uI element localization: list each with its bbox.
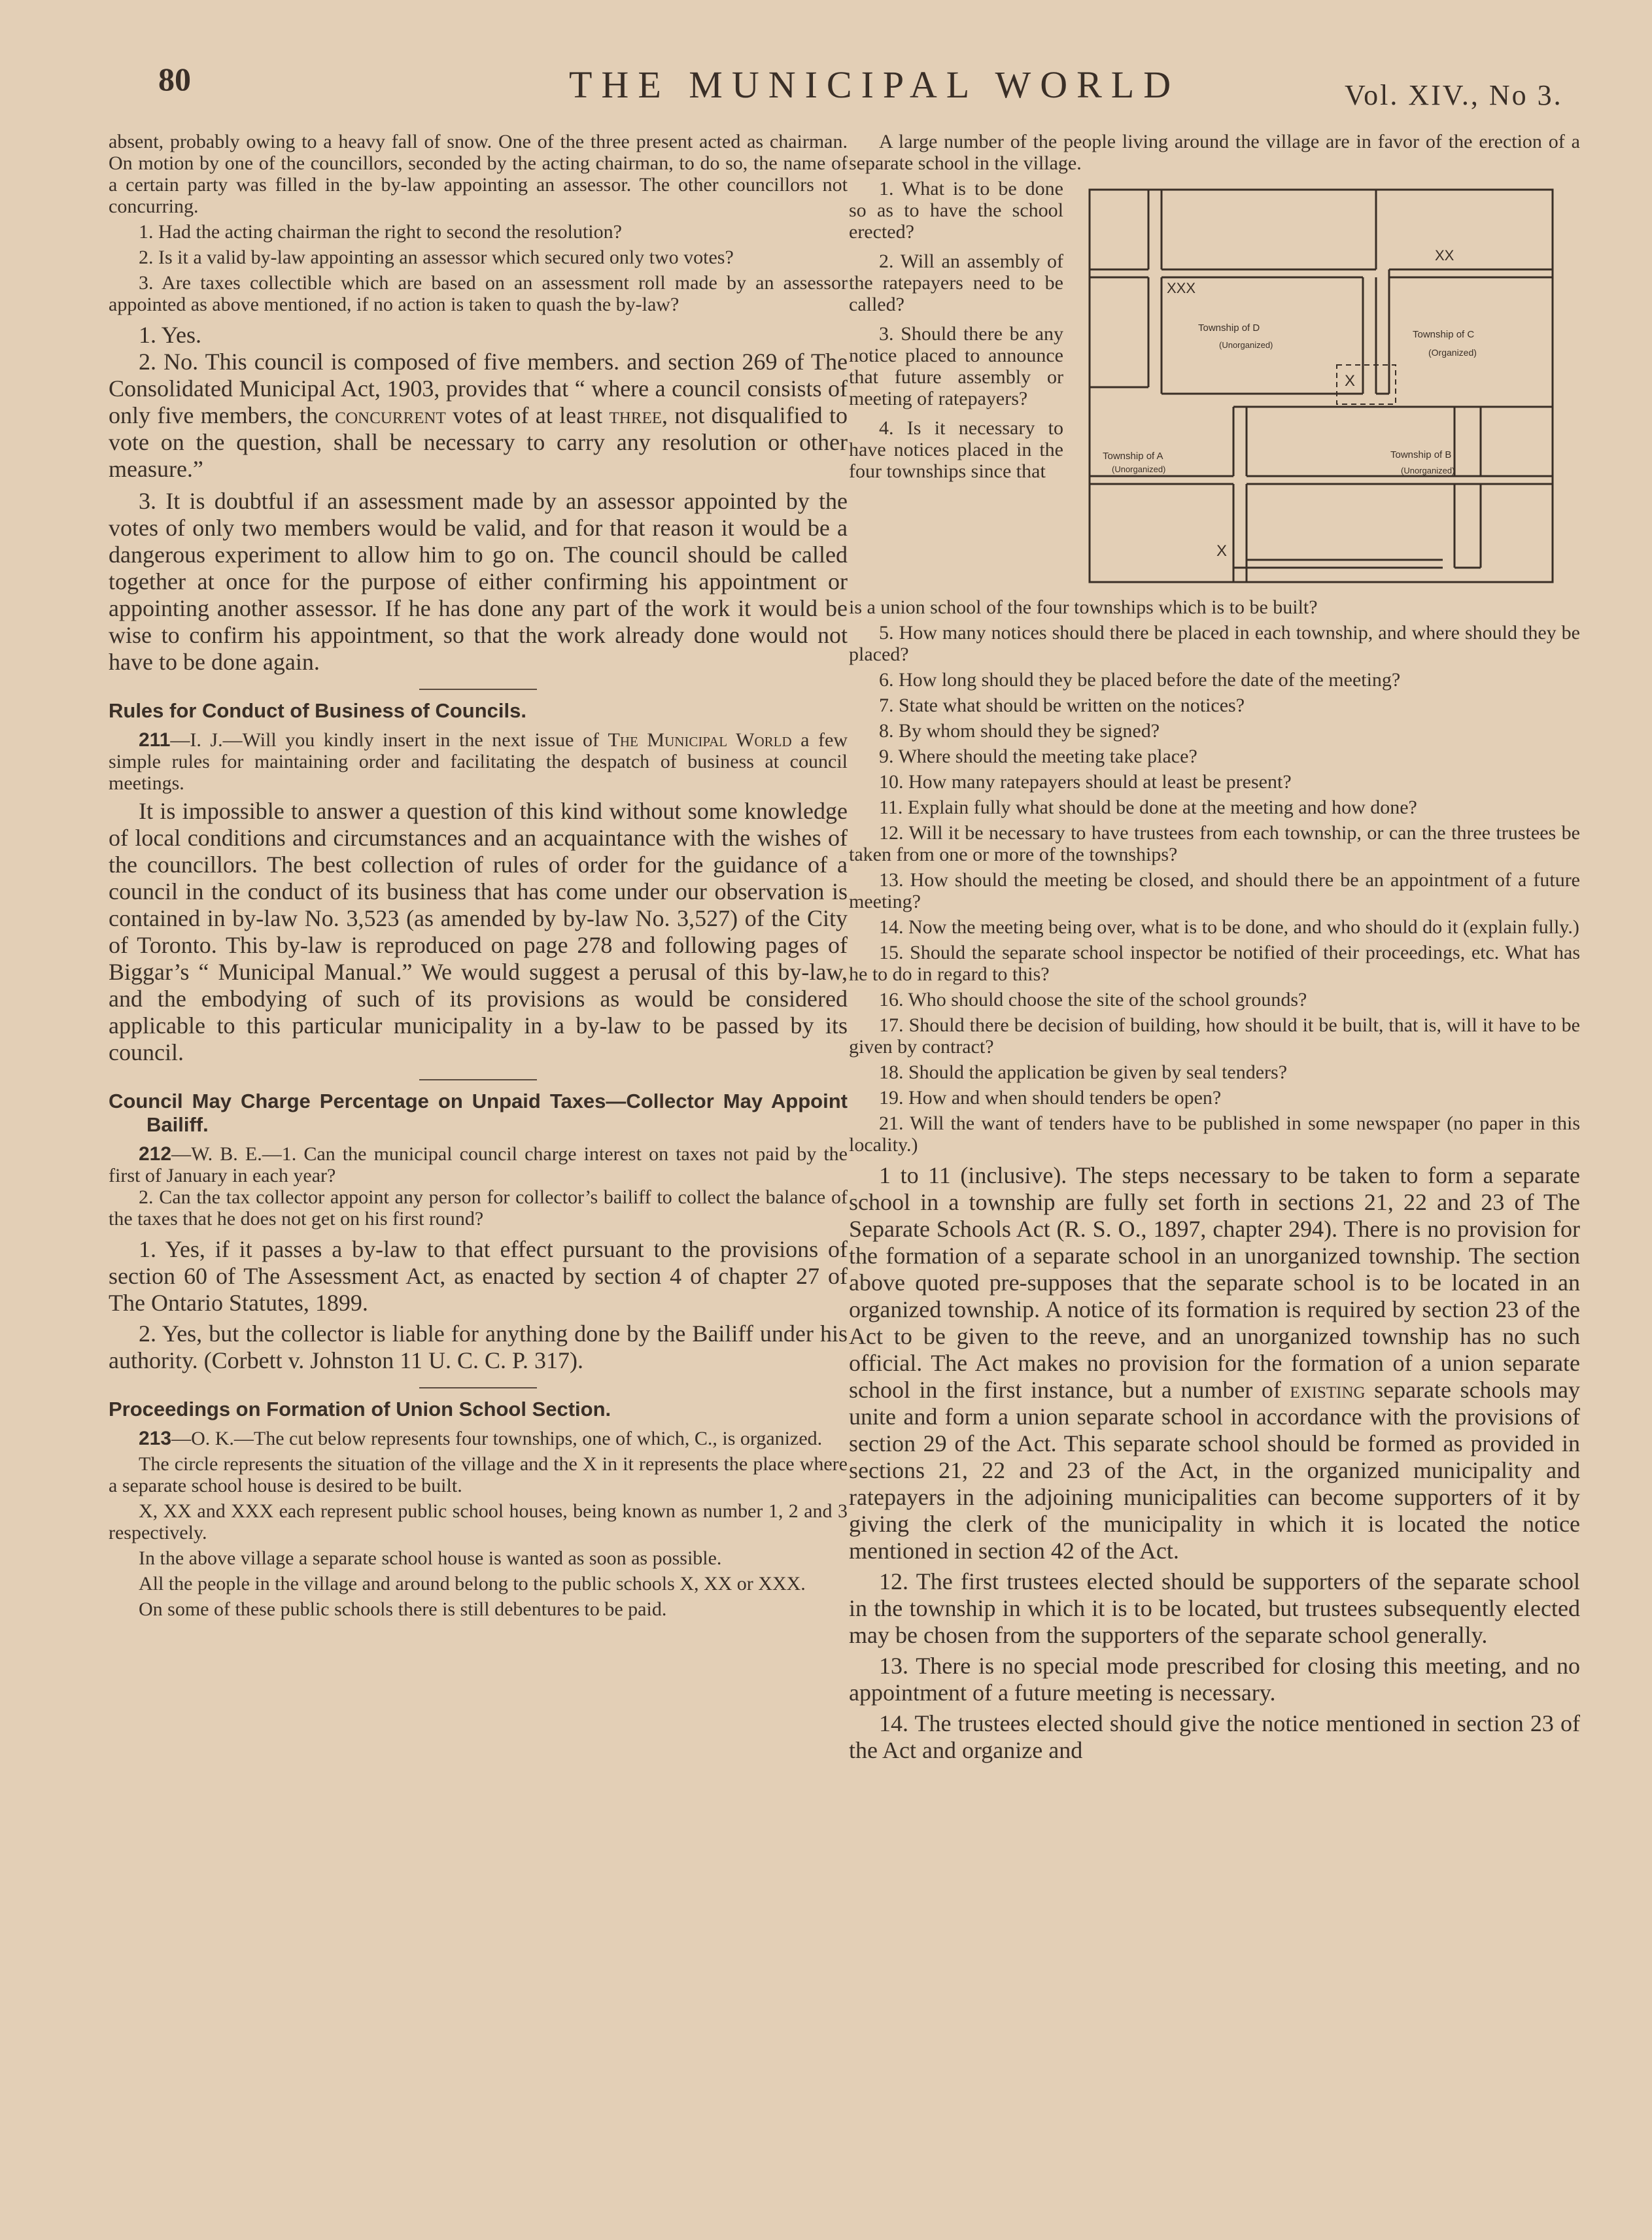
question-item: 16. Who should choose the site of the school grounds? <box>879 989 1307 1010</box>
map-with-questions <box>849 178 1580 596</box>
question-text: 2. Is it a valid by-law appointing an assessor which secured only two votes? <box>139 247 734 268</box>
question-text: X, XX and XXX each represent public school houses, being known as number 1, 2 and 3 respectively. <box>109 1500 848 1543</box>
question-text: 3. Are taxes collectible which are based on an assessment roll made by an assessor appointed as above mentioned, if no action is taken to quash the by-law? <box>109 272 848 315</box>
map-label-township-c-status: (Organized) <box>1428 347 1477 358</box>
page-header <box>0 60 1652 112</box>
left-intro-text: absent, probably owing to a heavy fall of snow. One of the three present acted as chairman. On motion by one of the councillors, seconded by the acting chairman, to do so, the name of a certain party was filled in the by-law appointing an assessor. The other councillors not concurring. <box>109 131 848 217</box>
question-item: 9. Where should the meeting take place? <box>879 746 1197 767</box>
question-text: 1. What is to be done so as to have the school erected? <box>849 178 1063 243</box>
question-item: 21. Will the want of tenders have to be published in some newspaper (no paper in this locality.) <box>849 1112 1580 1156</box>
question-text: 3. Should there be any notice placed to announce that future assembly or meeting of ratepayers? <box>849 323 1063 409</box>
village-school-marker: X <box>1345 372 1356 390</box>
answer-text: 1. Yes, if it passes a by-law to that effect pursuant to the provisions of section 60 of The Assessment Act, as enacted by section 4 of chapter 27 of The Ontario Statutes, 1899. <box>109 1236 848 1316</box>
answer-text: 13. There is no special mode prescribed for closing this meeting, and no appointment of a future meeting is necessary. <box>849 1653 1580 1706</box>
question-item: 17. Should there be decision of building, how should it be built, that is, will it have to be given by contract? <box>849 1014 1580 1058</box>
section-divider <box>419 1079 537 1080</box>
answer-text: 14. The trustees elected should give the notice mentioned in section 23 of the Act and organize and <box>849 1710 1580 1763</box>
section-divider <box>419 689 537 690</box>
publication-title: THE MUNICIPAL WORLD <box>569 63 1180 106</box>
map-label-township-b: Township of B <box>1390 449 1452 460</box>
question-item: 15. Should the separate school inspector be notified of their proceedings, etc. What has he to do in regard to this? <box>849 942 1580 985</box>
question-text: 211—I. J.—Will you kindly insert in the next issue of The Municipal World a few simple rules for maintaining order and facilitating the despatch of business at council meetings. <box>109 729 848 794</box>
right-column <box>849 131 1580 1764</box>
answer-text: 3. It is doubtful if an assessment made by an assessor appointed by the votes of only two members would be valid, and for that reason it would be a dangerous experiment to allow him to go on. The council should be called together at once for the purpose of either confirming his appointment or appointing another assessor. If he has done any part of the work it would be wise to confirm his appointment, so that the work already done would not have to be done again. <box>109 488 848 675</box>
question-text: 2. Will an assembly of the ratepayers need to be called? <box>849 250 1063 315</box>
map-label-township-d: Township of D <box>1198 322 1260 334</box>
map-label-x: X <box>1216 542 1228 560</box>
question-text: 212—W. B. E.—1. Can the municipal council charge interest on taxes not paid by the first of January in each year? <box>109 1143 848 1186</box>
map-label-township-c: Township of C <box>1413 329 1475 340</box>
right-intro-text: A large number of the people living around the village are in favor of the erection of a separate school in the village. <box>849 131 1580 174</box>
map-side-questions <box>849 178 1063 482</box>
question-item: 6. How long should they be placed before the date of the meeting? <box>879 669 1401 691</box>
question-text: 213—O. K.—The cut below represents four townships, one of which, C., is organized. <box>139 1428 823 1449</box>
question-item: 14. Now the meeting being over, what is to be done, and who should do it (explain fully.) <box>879 916 1579 938</box>
map-label-township-b-status: (Unorganized) <box>1401 466 1455 475</box>
question-item: 18. Should the application be given by seal tenders? <box>879 1061 1288 1083</box>
section-heading: Proceedings on Formation of Union School Section. <box>109 1398 611 1421</box>
left-column <box>109 131 848 1620</box>
map-label-township-a-status: (Unorganized) <box>1112 464 1166 474</box>
volume-number: Vol. XIV., No 3. <box>1345 79 1563 111</box>
question-text: 4. Is it necessary to have notices placed in the four townships since that <box>849 417 1063 482</box>
answer-text: 12. The first trustees elected should be supporters of the separate school in the township in which it is to be located, but trustees subsequently elected may be chosen from the supporters of the separate school generally. <box>849 1568 1580 1648</box>
map-label-xxx: XXX <box>1167 280 1196 296</box>
map-label-township-a: Township of A <box>1103 451 1163 462</box>
question-item: 13. How should the meeting be closed, and should there be an appointment of a future meeting? <box>849 869 1580 912</box>
question-text: is a union school of the four townships which is to be built? <box>849 596 1318 618</box>
answer-text: It is impossible to answer a question of this kind without some knowledge of local conditions and circumstances and an acquaintance with the wishes of the councillors. The best collection of rules of order for the guidance of a council in the conduct of its business that has come under our observation is contained in by-law No. 3,523 (as amended by by-law No. 3,527) of the City of Toronto. This by-law is reproduced on page 278 and following pages of Biggar’s “ Municipal Manual.” We would suggest a perusal of this by-law, and the embodying of such of its provisions as would be considered applicable to this particular municipality in a by-law to be passed by its council. <box>109 798 848 1065</box>
township-map <box>1088 188 1555 585</box>
question-text: 1. Had the acting chairman the right to second the resolution? <box>139 221 622 243</box>
section-heading: Rules for Conduct of Business of Councils. <box>109 699 526 722</box>
question-item: 19. How and when should tenders be open? <box>879 1087 1222 1109</box>
question-item: 5. How many notices should there be placed in each township, and where should they be placed? <box>849 622 1580 665</box>
question-item: 8. By whom should they be signed? <box>879 720 1160 742</box>
map-label-xx: XX <box>1435 247 1454 264</box>
question-text: All the people in the village and around belong to the public schools X, XX or XXX. <box>139 1573 806 1594</box>
question-text: In the above village a separate school house is wanted as soon as possible. <box>139 1547 722 1569</box>
page-number: 80 <box>158 61 191 97</box>
section-divider <box>419 1387 537 1388</box>
question-text: The circle represents the situation of the village and the X in it represents the place where a separate school house is desired to be built. <box>109 1453 848 1496</box>
map-border <box>1090 190 1553 582</box>
section-heading: Council May Charge Percentage on Unpaid Taxes—Collector May Appoint Bailiff. <box>109 1090 848 1136</box>
answer-text: 1. Yes. <box>139 322 202 348</box>
question-item: 10. How many ratepayers should at least be present? <box>879 771 1292 793</box>
question-text: 2. Can the tax collector appoint any person for collector’s bailiff to collect the balance of the taxes that he does not get on his first round? <box>109 1186 848 1230</box>
question-list <box>849 622 1580 1156</box>
answer-text: 1 to 11 (inclusive). The steps necessary to be taken to form a separate school in a township are fully set forth in sections 21, 22 and 23 of The Separate Schools Act (R. S. O., 1897, chapter 294). There is no provision for the formation of a separate school in an unorganized township. The section above quoted pre-supposes that the separate school is to be located in an organized township. A notice of its formation is required by section 23 of the Act to be given to the reeve, and an unorganized township has no such official. The Act makes no provision for the formation of a union separate school in the first instance, but a number of existing separate schools may unite and form a union separate school in accordance with the provisions of section 29 of the Act. This separate school should be formed as provided in sections 21, 22 and 23 of the Act, in the organized municipality and ratepayers in the adjoining municipalities can become supporters of it by giving the clerk of the municipality in which it is located the notice mentioned in section 42 of the Act. <box>849 1162 1580 1564</box>
question-text: On some of these public schools there is still debentures to be paid. <box>139 1598 667 1620</box>
answer-text: 2. Yes, but the collector is liable for anything done by the Bailiff under his authority. (Corbett v. Johnston 11 U. C. C. P. 317). <box>109 1320 848 1373</box>
question-item: 7. State what should be written on the notices? <box>879 695 1245 716</box>
question-item: 11. Explain fully what should be done at the meeting and how done? <box>879 797 1417 818</box>
map-label-township-d-status: (Unorganized) <box>1219 340 1273 350</box>
answer-text: 2. No. This council is composed of five members. and section 269 of The Consolidated Municipal Act, 1903, provides that “ where a council consists of only five members, the concurrent votes of at least three, not disqualified to vote on the question, shall be necessary to carry any resolution or other measure.” <box>109 349 848 482</box>
question-item: 12. Will it be necessary to have trustees from each township, or can the three trustees be taken from one or more of the townships? <box>849 822 1580 865</box>
